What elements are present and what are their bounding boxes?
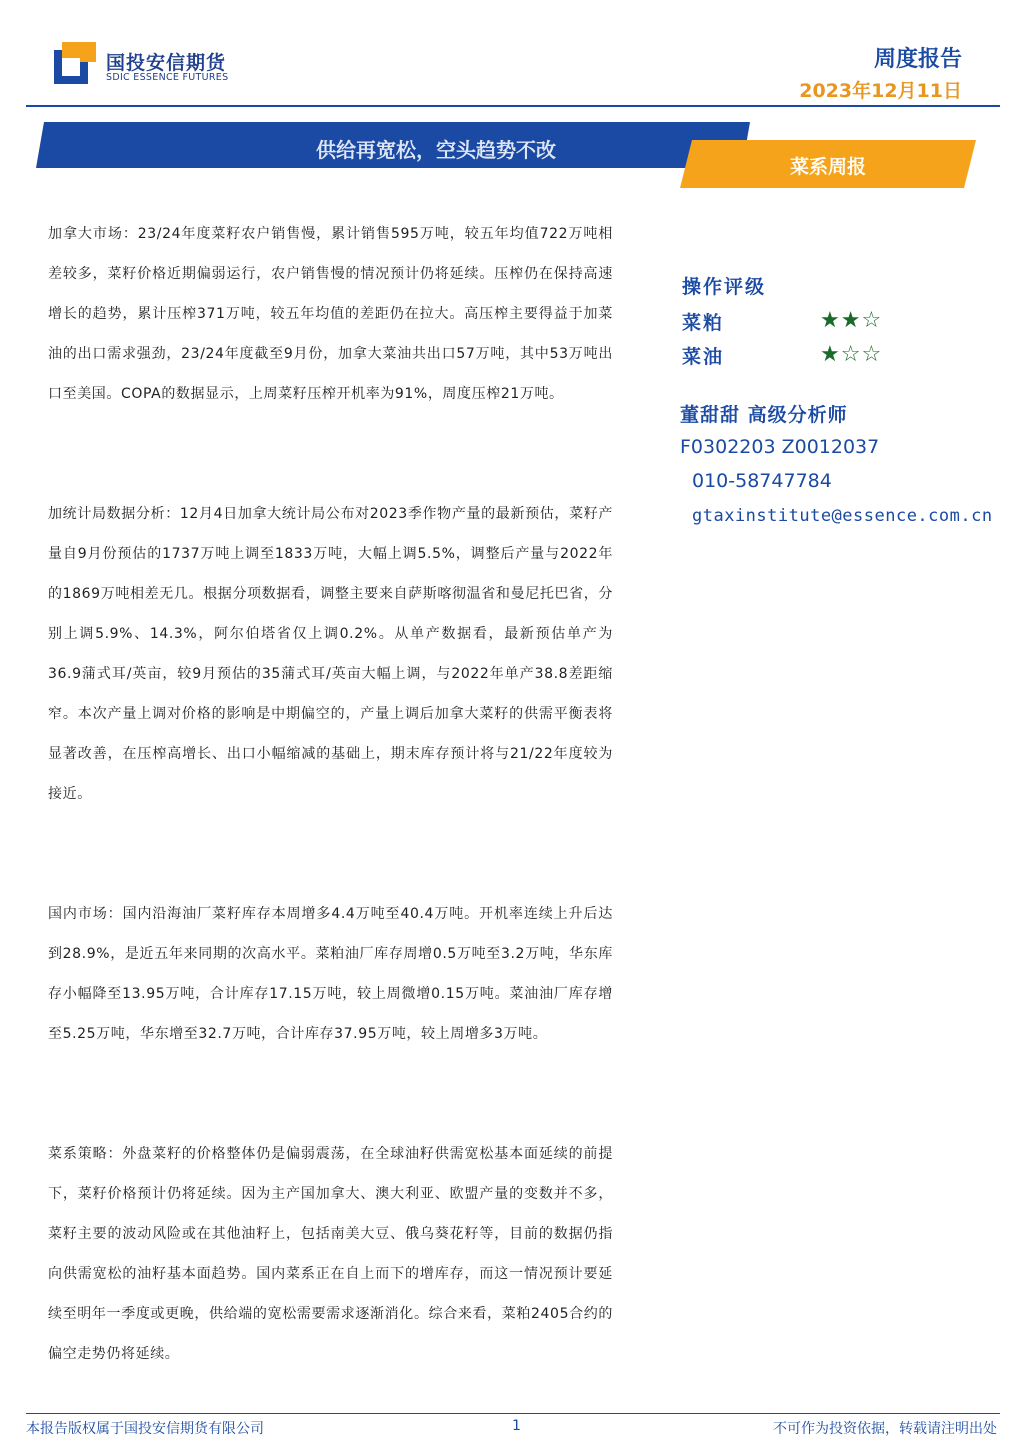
logo-en-text: SDIC ESSENCE FUTURES bbox=[106, 72, 229, 83]
title-banner bbox=[36, 122, 750, 168]
company-logo bbox=[54, 42, 244, 88]
paragraph-statcan-analysis: 加统计局数据分析：12月4日加拿大统计局公布对2023季作物产量的最新预估，菜籽产量自9月份预估的1737万吨上调至1833万吨，大幅上调5.5%，调整后产量与2022年的1869万吨相差无几。根据分项数据看，调整主要来自萨斯喀彻温省和曼尼托巴省，分别上调5.9%、14.3%，阿尔伯塔省仅上调0.2%。从单产数据看，最新预估单产为36.9蒲式耳/英亩，较9月预估的35蒲式耳/英亩大幅上调，与2022年单产38.8差距缩窄。本次产量上调对价格的影响是中期偏空的，产量上调后加拿大菜籽的供需平衡表将显著改善，在压榨高增长、出口小幅缩减的基础上，期末库存预计将与21/22年度较为接近。 bbox=[48, 506, 613, 802]
paragraph-canada-market: 加拿大市场：23/24年度菜籽农户销售慢，累计销售595万吨，较五年均值722万吨相差较多，菜籽价格近期偏弱运行，农户销售慢的情况预计仍将延续。压榨仍在保持高速增长的趋势，累计压榨371万吨，较五年均值的差距仍在拉大。高压榨主要得益于加菜油的出口需求强劲，23/24年度截至9月份，加拿大菜油共出口57万吨，其中53万吨出口至美国。COPA的数据显示，上周菜籽压榨开机率为91%，周度压榨21万吨。 bbox=[48, 226, 613, 402]
paragraph-strategy: 菜系策略：外盘菜籽的价格整体仍是偏弱震荡，在全球油籽供需宽松基本面延续的前提下，菜籽价格预计仍将延续。因为主产国加拿大、澳大利亚、欧盟产量的变数并不多，菜籽主要的波动风险或在其他油籽上，包括南美大豆、俄乌葵花籽等，目前的数据仍指向供需宽松的油籽基本面趋势。国内菜系正在自上而下的增库存，而这一情况预计要延续至明年一季度或更晚，供给端的宽松需要需求逐渐消化。综合来看，菜粕2405合约的偏空走势仍将延续。 bbox=[48, 1146, 613, 1362]
rating-name: 菜粕 bbox=[682, 312, 725, 334]
analyst-email[interactable]: gtaxinstitute@essence.com.cn bbox=[692, 506, 993, 526]
header-divider bbox=[26, 105, 1000, 107]
report-date: 2023年12月11日 bbox=[799, 80, 962, 102]
report-title: 供给再宽松，空头趋势不改 bbox=[316, 138, 556, 162]
paragraph-domestic-market: 国内市场：国内沿海油厂菜籽库存本周增多4.4万吨至40.4万吨。开机率连续上升后达到28.9%，是近五年来同期的次高水平。菜粕油厂库存周增0.5万吨至3.2万吨，华东库存小幅降至13.95万吨，合计库存17.15万吨，较上周微增0.15万吨。菜油油厂库存增至5.25万吨，华东增至32.7万吨，合计库存37.95万吨，较上周增多3万吨。 bbox=[48, 906, 613, 1042]
page-number: 1 bbox=[512, 1418, 521, 1434]
category-banner bbox=[680, 140, 976, 188]
rating-row bbox=[682, 308, 902, 338]
rating-stars-icon: ★☆☆ bbox=[820, 342, 883, 367]
logo-cn-text: 国投安信期货 bbox=[106, 52, 227, 74]
rating-name: 菜油 bbox=[682, 346, 725, 368]
analyst-cert: F0302203 Z0012037 bbox=[680, 436, 880, 458]
rating-row bbox=[682, 342, 902, 372]
rating-stars-icon: ★★☆ bbox=[820, 308, 883, 333]
logo-mark-icon bbox=[54, 42, 96, 84]
footer-disclaimer: 不可作为投资依据，转载请注明出处 bbox=[773, 1421, 997, 1437]
footer-copyright: 本报告版权属于国投安信期货有限公司 bbox=[26, 1421, 264, 1437]
category-title: 菜系周报 bbox=[789, 156, 866, 178]
analyst-name: 董甜甜 高级分析师 bbox=[680, 404, 848, 426]
analyst-phone: 010-58747784 bbox=[692, 470, 832, 492]
rating-title: 操作评级 bbox=[682, 276, 767, 298]
report-type: 周度报告 bbox=[873, 47, 962, 72]
footer-divider bbox=[26, 1413, 1000, 1414]
